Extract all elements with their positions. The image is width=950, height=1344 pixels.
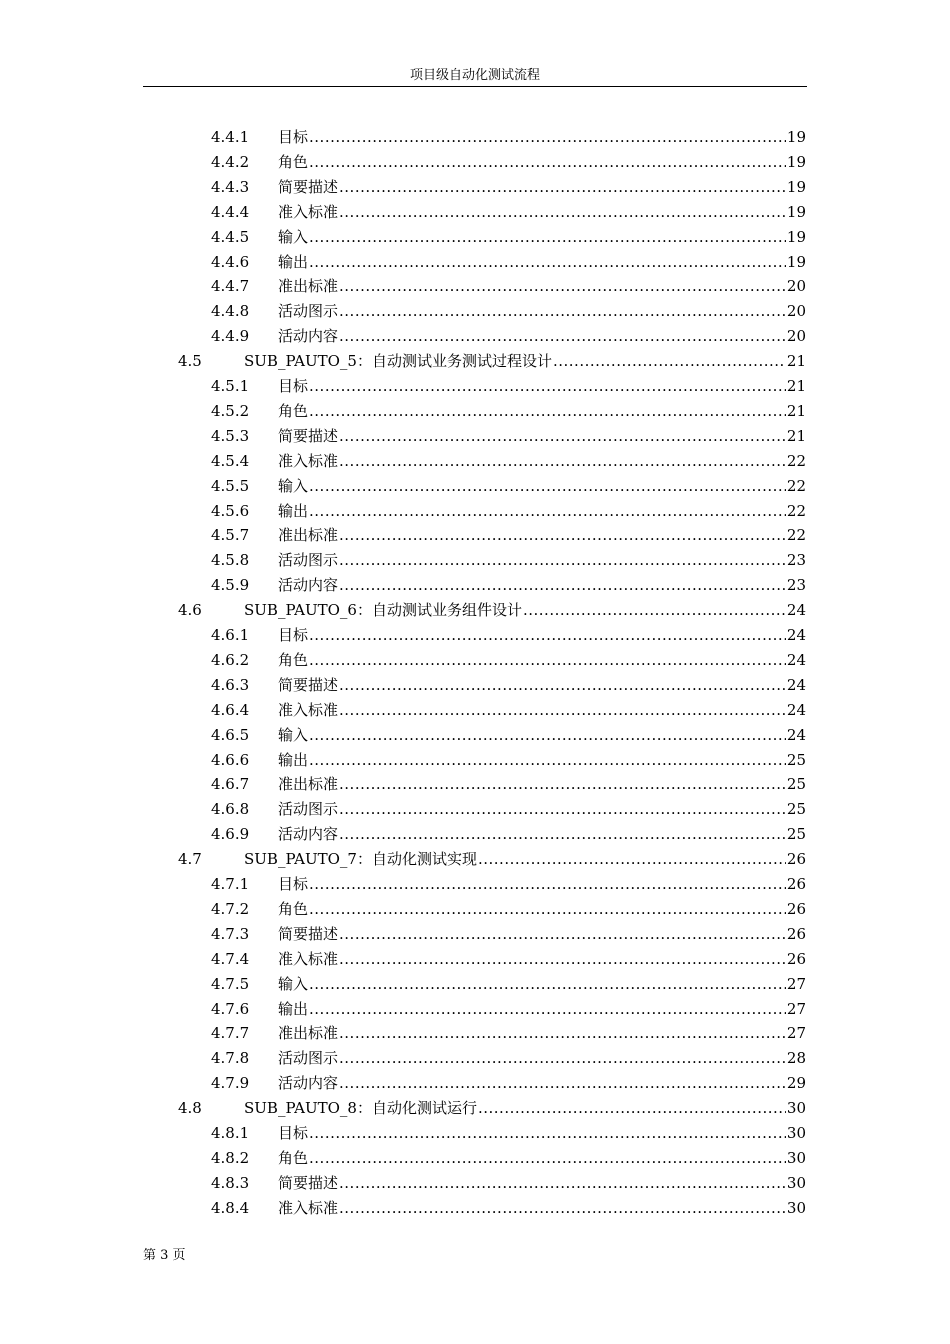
toc-entry[interactable] (211, 648, 806, 673)
toc-dot-leader (339, 922, 786, 947)
toc-entry[interactable] (211, 1046, 806, 1071)
toc-entry-title: 目标 (278, 1124, 309, 1142)
toc-entry[interactable] (178, 349, 806, 374)
toc-entry[interactable] (211, 872, 806, 897)
page-number-footer: 第 3 页 (143, 1248, 186, 1263)
toc-entry-number: 4.5.6 (211, 501, 250, 520)
toc-entry[interactable] (211, 772, 806, 797)
toc-dot-leader (309, 1121, 786, 1146)
toc-entry-page: 25 (786, 775, 806, 794)
toc-entry-page: 21 (786, 426, 806, 445)
toc-entry-number: 4.8 (178, 1099, 202, 1118)
toc-dot-leader (339, 200, 786, 225)
toc-entry-title: 目标 (278, 626, 309, 644)
toc-entry-title: 输入 (278, 974, 309, 993)
toc-entry[interactable] (211, 324, 806, 349)
toc-dot-leader (309, 872, 786, 897)
toc-entry-title: 活动图示 (278, 1049, 339, 1068)
toc-entry-title: 输入 (278, 476, 309, 495)
toc-entry-title: 准入标准 (278, 700, 339, 719)
toc-dot-leader (339, 1046, 786, 1071)
toc-entry-page: 24 (786, 650, 806, 669)
toc-entry-title: 准入标准 (278, 451, 339, 470)
toc-entry[interactable] (211, 748, 806, 773)
toc-entry[interactable] (211, 822, 806, 847)
toc-entry-page: 22 (786, 501, 806, 520)
toc-entry-title: 活动内容 (278, 576, 339, 595)
toc-dot-leader (553, 349, 786, 374)
toc-dot-leader (309, 748, 786, 773)
toc-entry[interactable] (211, 150, 806, 175)
toc-entry[interactable] (211, 797, 806, 822)
toc-entry[interactable] (211, 1021, 806, 1046)
toc-entry-number: 4.4.8 (211, 302, 250, 321)
toc-dot-leader (339, 673, 786, 698)
toc-dot-leader (339, 548, 786, 573)
toc-dot-leader (339, 573, 786, 598)
toc-entry[interactable] (178, 847, 806, 872)
toc-dot-leader (309, 150, 786, 175)
toc-dot-leader (339, 523, 786, 548)
toc-entry-number: 4.8.1 (211, 1124, 250, 1142)
toc-entry-page: 19 (786, 252, 806, 271)
toc-entry-page: 26 (786, 924, 806, 943)
toc-entry-title: 输出 (278, 501, 309, 520)
toc-entry-number: 4.7.3 (211, 924, 250, 943)
toc-entry-page: 22 (786, 451, 806, 470)
toc-entry-title: SUB_PAUTO_6：自动测试业务组件设计 (244, 601, 522, 620)
toc-entry[interactable] (211, 424, 806, 449)
toc-dot-leader (339, 1196, 786, 1221)
toc-entry-number: 4.5.5 (211, 476, 250, 495)
toc-entry[interactable] (211, 175, 806, 200)
toc-entry-title: 简要描述 (278, 675, 339, 694)
toc-entry[interactable] (211, 225, 806, 250)
toc-entry[interactable] (211, 274, 806, 299)
toc-entry-page: 30 (786, 1198, 806, 1217)
toc-entry-page: 26 (786, 949, 806, 968)
toc-dot-leader (339, 797, 786, 822)
toc-dot-leader (309, 225, 786, 250)
toc-dot-leader (339, 175, 786, 200)
toc-entry-page: 21 (786, 401, 806, 420)
toc-dot-leader (309, 1146, 786, 1171)
toc-dot-leader (309, 623, 786, 648)
toc-entry[interactable] (211, 449, 806, 474)
toc-entry-title: 准入标准 (278, 949, 339, 968)
toc-entry[interactable] (211, 1171, 806, 1196)
toc-entry-title: 角色 (278, 1148, 309, 1167)
toc-entry-page: 28 (786, 1049, 806, 1068)
toc-entry[interactable] (211, 997, 806, 1022)
toc-entry-number: 4.5.9 (211, 576, 250, 595)
toc-entry-number: 4.6.6 (211, 750, 250, 769)
toc-entry-page: 27 (786, 974, 806, 993)
toc-entry-title: 准出标准 (278, 1024, 339, 1043)
toc-entry-title: 角色 (278, 401, 309, 420)
toc-dot-leader (309, 474, 786, 499)
toc-dot-leader (339, 449, 786, 474)
header-rule (143, 86, 807, 87)
toc-entry[interactable] (211, 947, 806, 972)
toc-entry-number: 4.5.2 (211, 401, 250, 420)
toc-entry-number: 4.6.3 (211, 675, 250, 694)
toc-entry-title: 准出标准 (278, 277, 339, 296)
toc-entry[interactable] (211, 673, 806, 698)
toc-dot-leader (309, 499, 786, 524)
toc-entry-page: 22 (786, 526, 806, 545)
toc-entry-title: SUB_PAUTO_8：自动化测试运行 (244, 1099, 477, 1118)
toc-entry-page: 29 (786, 1074, 806, 1093)
toc-entry-number: 4.8.2 (211, 1148, 250, 1167)
toc-entry-number: 4.8.4 (211, 1198, 250, 1217)
toc-entry-number: 4.6.4 (211, 700, 250, 719)
toc-dot-leader (339, 299, 786, 324)
toc-dot-leader (339, 324, 786, 349)
toc-entry[interactable] (211, 250, 806, 275)
toc-entry-number: 4.7.2 (211, 899, 250, 918)
toc-entry[interactable] (211, 723, 806, 748)
toc-entry-page: 19 (786, 128, 806, 146)
toc-entry[interactable] (211, 374, 806, 399)
toc-entry[interactable] (211, 698, 806, 723)
toc-entry-page: 20 (786, 327, 806, 346)
toc-entry-title: 输出 (278, 750, 309, 769)
toc-entry[interactable] (211, 897, 806, 922)
toc-entry-title: 活动内容 (278, 1074, 339, 1093)
toc-dot-leader (478, 847, 786, 872)
toc-dot-leader (309, 374, 786, 399)
toc-entry-number: 4.7.8 (211, 1049, 250, 1068)
toc-entry-number: 4.4.4 (211, 202, 250, 221)
toc-dot-leader (309, 648, 786, 673)
toc-entry-page: 25 (786, 750, 806, 769)
toc-entry-page: 30 (786, 1099, 806, 1118)
toc-entry-title: 目标 (278, 128, 309, 146)
toc-entry-number: 4.7.1 (211, 875, 250, 893)
toc-entry[interactable] (178, 598, 806, 623)
toc-entry-title: 准入标准 (278, 1198, 339, 1217)
toc-entry-title: 活动内容 (278, 825, 339, 844)
toc-entry-page: 19 (786, 202, 806, 221)
toc-entry-number: 4.8.3 (211, 1173, 250, 1192)
toc-entry-page: 27 (786, 1024, 806, 1043)
toc-entry-title: SUB_PAUTO_7：自动化测试实现 (244, 850, 477, 869)
toc-entry-number: 4.4.3 (211, 177, 250, 196)
toc-entry-page: 30 (786, 1173, 806, 1192)
toc-entry-title: 角色 (278, 899, 309, 918)
toc-entry-title: 输入 (278, 725, 309, 744)
toc-entry-title: 角色 (278, 650, 309, 669)
toc-entry-number: 4.5.3 (211, 426, 250, 445)
toc-entry-page: 20 (786, 302, 806, 321)
toc-entry-page: 24 (786, 601, 806, 620)
toc-entry[interactable] (211, 299, 806, 324)
toc-entry-number: 4.4.7 (211, 277, 250, 296)
toc-entry-page: 23 (786, 576, 806, 595)
toc-dot-leader (309, 997, 786, 1022)
toc-entry-page: 20 (786, 277, 806, 296)
toc-entry-number: 4.6.9 (211, 825, 250, 844)
toc-entry-page: 24 (786, 700, 806, 719)
toc-entry-title: 活动内容 (278, 327, 339, 346)
toc-entry[interactable] (211, 499, 806, 524)
toc-entry-number: 4.4.2 (211, 152, 250, 171)
toc-entry[interactable] (211, 573, 806, 598)
toc-entry-page: 19 (786, 152, 806, 171)
toc-entry-title: 角色 (278, 152, 309, 171)
toc-entry-page: 30 (786, 1148, 806, 1167)
toc-entry-number: 4.6.8 (211, 800, 250, 819)
toc-dot-leader (339, 822, 786, 847)
toc-entry-title: 简要描述 (278, 177, 339, 196)
toc-entry[interactable] (211, 125, 806, 150)
toc-entry-number: 4.4.1 (211, 128, 250, 146)
toc-dot-leader (523, 598, 786, 623)
toc-entry-page: 25 (786, 800, 806, 819)
toc-dot-leader (339, 274, 786, 299)
toc-dot-leader (339, 424, 786, 449)
toc-entry[interactable] (211, 1196, 806, 1221)
toc-entry-number: 4.6.2 (211, 650, 250, 669)
toc-entry-number: 4.7 (178, 850, 202, 869)
toc-entry-page: 26 (786, 850, 806, 869)
toc-entry-number: 4.7.5 (211, 974, 250, 993)
toc-dot-leader (339, 1071, 786, 1096)
toc-entry-page: 30 (786, 1124, 806, 1142)
toc-entry-title: 简要描述 (278, 924, 339, 943)
toc-entry-page: 26 (786, 899, 806, 918)
toc-entry[interactable] (211, 523, 806, 548)
toc-entry-number: 4.6.5 (211, 725, 250, 744)
toc-entry[interactable] (211, 200, 806, 225)
toc-entry[interactable] (211, 399, 806, 424)
toc-entry[interactable] (211, 1121, 806, 1146)
toc-entry-number: 4.5.1 (211, 377, 250, 395)
toc-entry-page: 19 (786, 227, 806, 246)
page-header-title: 项目级自动化测试流程 (409, 68, 540, 83)
toc-entry-number: 4.4.9 (211, 327, 250, 346)
toc-entry-page: 24 (786, 675, 806, 694)
toc-entry-title: 简要描述 (278, 426, 339, 445)
toc-dot-leader (339, 772, 786, 797)
toc-entry-title: 输出 (278, 252, 309, 271)
toc-entry-number: 4.4.5 (211, 227, 250, 246)
toc-entry-title: 活动图示 (278, 302, 339, 321)
toc-entry-number: 4.7.7 (211, 1024, 250, 1043)
toc-entry-number: 4.5 (178, 352, 202, 371)
toc-entry-number: 4.5.7 (211, 526, 250, 545)
toc-entry[interactable] (211, 922, 806, 947)
toc-entry[interactable] (211, 548, 806, 573)
toc-entry-number: 4.4.6 (211, 252, 250, 271)
toc-entry-title: 活动图示 (278, 551, 339, 570)
toc-entry-number: 4.5.8 (211, 551, 250, 570)
toc-entry-page: 23 (786, 551, 806, 570)
toc-entry-title: 简要描述 (278, 1173, 339, 1192)
toc-entry-title: 准出标准 (278, 526, 339, 545)
toc-entry-title: 输出 (278, 999, 309, 1018)
toc-entry[interactable] (211, 1071, 806, 1096)
toc-dot-leader (339, 1021, 786, 1046)
toc-entry-page: 24 (786, 626, 806, 644)
toc-entry-title: 准入标准 (278, 202, 339, 221)
toc-entry-title: 输入 (278, 227, 309, 246)
toc-entry-page: 26 (786, 875, 806, 893)
toc-entry[interactable] (211, 972, 806, 997)
toc-entry-number: 4.6.7 (211, 775, 250, 794)
toc-dot-leader (309, 250, 786, 275)
toc-entry[interactable] (211, 1146, 806, 1171)
toc-entry-number: 4.6.1 (211, 626, 250, 644)
toc-dot-leader (309, 399, 786, 424)
toc-dot-leader (309, 897, 786, 922)
toc-entry-page: 19 (786, 177, 806, 196)
toc-entry-title: SUB_PAUTO_5：自动测试业务测试过程设计 (244, 352, 552, 371)
toc-dot-leader (478, 1096, 786, 1121)
toc-entry-page: 24 (786, 725, 806, 744)
toc-dot-leader (339, 1171, 786, 1196)
toc-entry-title: 准出标准 (278, 775, 339, 794)
toc-entry[interactable] (178, 1096, 806, 1121)
toc-dot-leader (339, 947, 786, 972)
toc-entry-number: 4.7.9 (211, 1074, 250, 1093)
toc-entry-title: 目标 (278, 875, 309, 893)
toc-entry[interactable] (211, 623, 806, 648)
toc-entry-number: 4.6 (178, 601, 202, 620)
toc-entry[interactable] (211, 474, 806, 499)
toc-entry-page: 22 (786, 476, 806, 495)
toc-entry-title: 活动图示 (278, 800, 339, 819)
toc-entry-page: 27 (786, 999, 806, 1018)
toc-entry-page: 21 (786, 377, 806, 395)
toc-entry-title: 目标 (278, 377, 309, 395)
toc-dot-leader (339, 698, 786, 723)
toc-dot-leader (309, 723, 786, 748)
toc-dot-leader (309, 972, 786, 997)
toc-entry-number: 4.5.4 (211, 451, 250, 470)
toc-entry-page: 25 (786, 825, 806, 844)
toc-entry-number: 4.7.6 (211, 999, 250, 1018)
toc-dot-leader (309, 125, 786, 150)
toc-entry-number: 4.7.4 (211, 949, 250, 968)
toc-entry-page: 21 (786, 352, 806, 371)
